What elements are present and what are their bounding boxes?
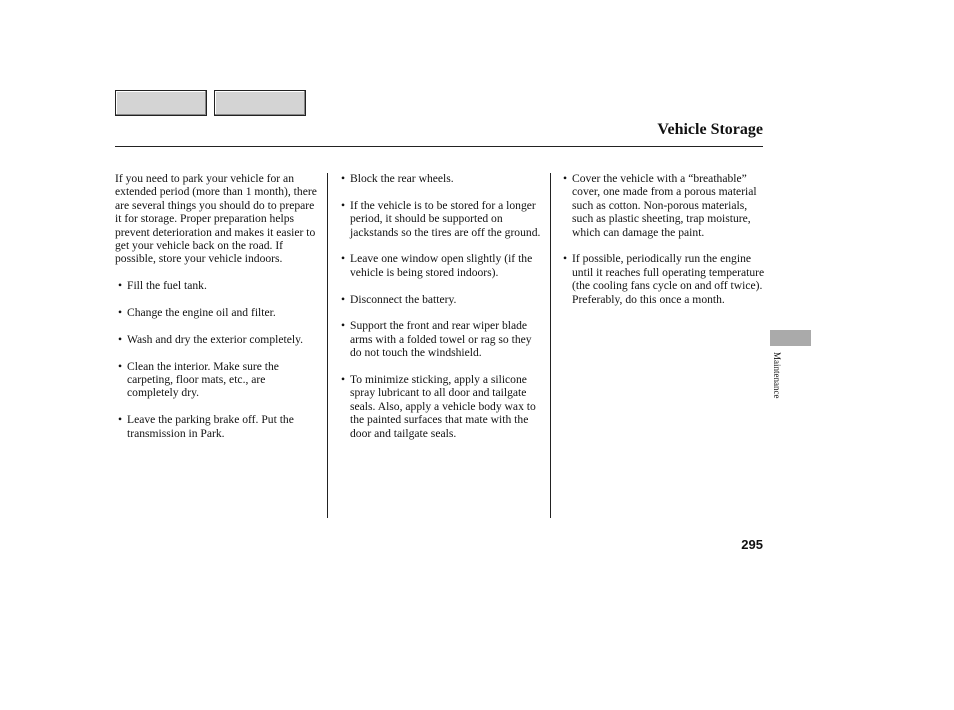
bullet-icon: • [341, 252, 346, 266]
bullet-icon: • [118, 359, 123, 373]
list-item: • If the vehicle is to be stored for a longer period, it should be supported on jackstands so the tires are off the ground. [341, 198, 541, 239]
bullet-icon: • [341, 172, 346, 185]
bullet-icon: • [341, 292, 346, 306]
bullet-list [115, 279, 317, 440]
page-number: 295 [741, 537, 763, 552]
list-item: • Leave one window open slightly (if the vehicle is being stored indoors). [341, 252, 533, 279]
bullet-icon: • [118, 306, 123, 320]
list-item: • Fill the fuel tank. [118, 279, 207, 293]
list-item: • Disconnect the battery. [341, 292, 457, 306]
previous-page-button[interactable] [115, 90, 207, 116]
list-item: • Block the rear wheels. [341, 172, 454, 185]
column-divider [327, 173, 328, 518]
bullet-icon: • [341, 198, 346, 212]
column-3 [560, 172, 765, 319]
list-item: • Leave the parking brake off. Put the transmission in Park. [118, 413, 294, 440]
bullet-list [338, 172, 543, 440]
bullet-list [560, 172, 765, 306]
section-tab[interactable] [770, 330, 811, 346]
bullet-icon: • [118, 279, 123, 293]
list-item: • Wash and dry the exterior completely. [118, 332, 304, 346]
list-item: • Cover the vehicle with a “breathable” cover, one made from a porous material such as cotton. Non-porous materials, such as plastic sheeting, trap moisture, which can damage the paint. [563, 172, 757, 239]
bullet-icon: • [118, 413, 123, 427]
bullet-icon: • [118, 332, 123, 346]
list-item: • Change the engine oil and filter. [118, 306, 276, 320]
list-item: • If possible, periodically run the engine until it reaches full operating temperature (the cooling fans cycle on and off twice). Preferably, do this once a month. [563, 252, 765, 306]
section-label: Maintenance [772, 352, 782, 399]
bullet-icon: • [563, 252, 568, 266]
intro-paragraph: If you need to park your vehicle for an extended period (more than 1 month), there are several things you should do to prepare it for storage. Proper preparation helps prevent deterioration and makes it easier to get your vehicle back on the road. If possible, store your vehicle indoors. [115, 172, 317, 266]
column-1 [115, 172, 317, 453]
column-divider [550, 173, 551, 518]
page-title: Vehicle Storage [657, 121, 763, 138]
bullet-icon: • [341, 319, 346, 333]
list-item: • To minimize sticking, apply a silicone spray lubricant to all door and tailgate seals. Also, apply a vehicle body wax to the painted surfaces that mate with the door and tailgate seals. [341, 373, 536, 440]
list-item: • Support the front and rear wiper blade arms with a folded towel or rag so they do not touch the windshield. [341, 319, 532, 360]
title-divider [115, 146, 763, 147]
list-item: • Clean the interior. Make sure the carpeting, floor mats, etc., are completely dry. [118, 359, 279, 400]
column-2 [338, 172, 543, 453]
next-page-button[interactable] [214, 90, 306, 116]
bullet-icon: • [341, 373, 346, 387]
bullet-icon: • [563, 172, 568, 185]
